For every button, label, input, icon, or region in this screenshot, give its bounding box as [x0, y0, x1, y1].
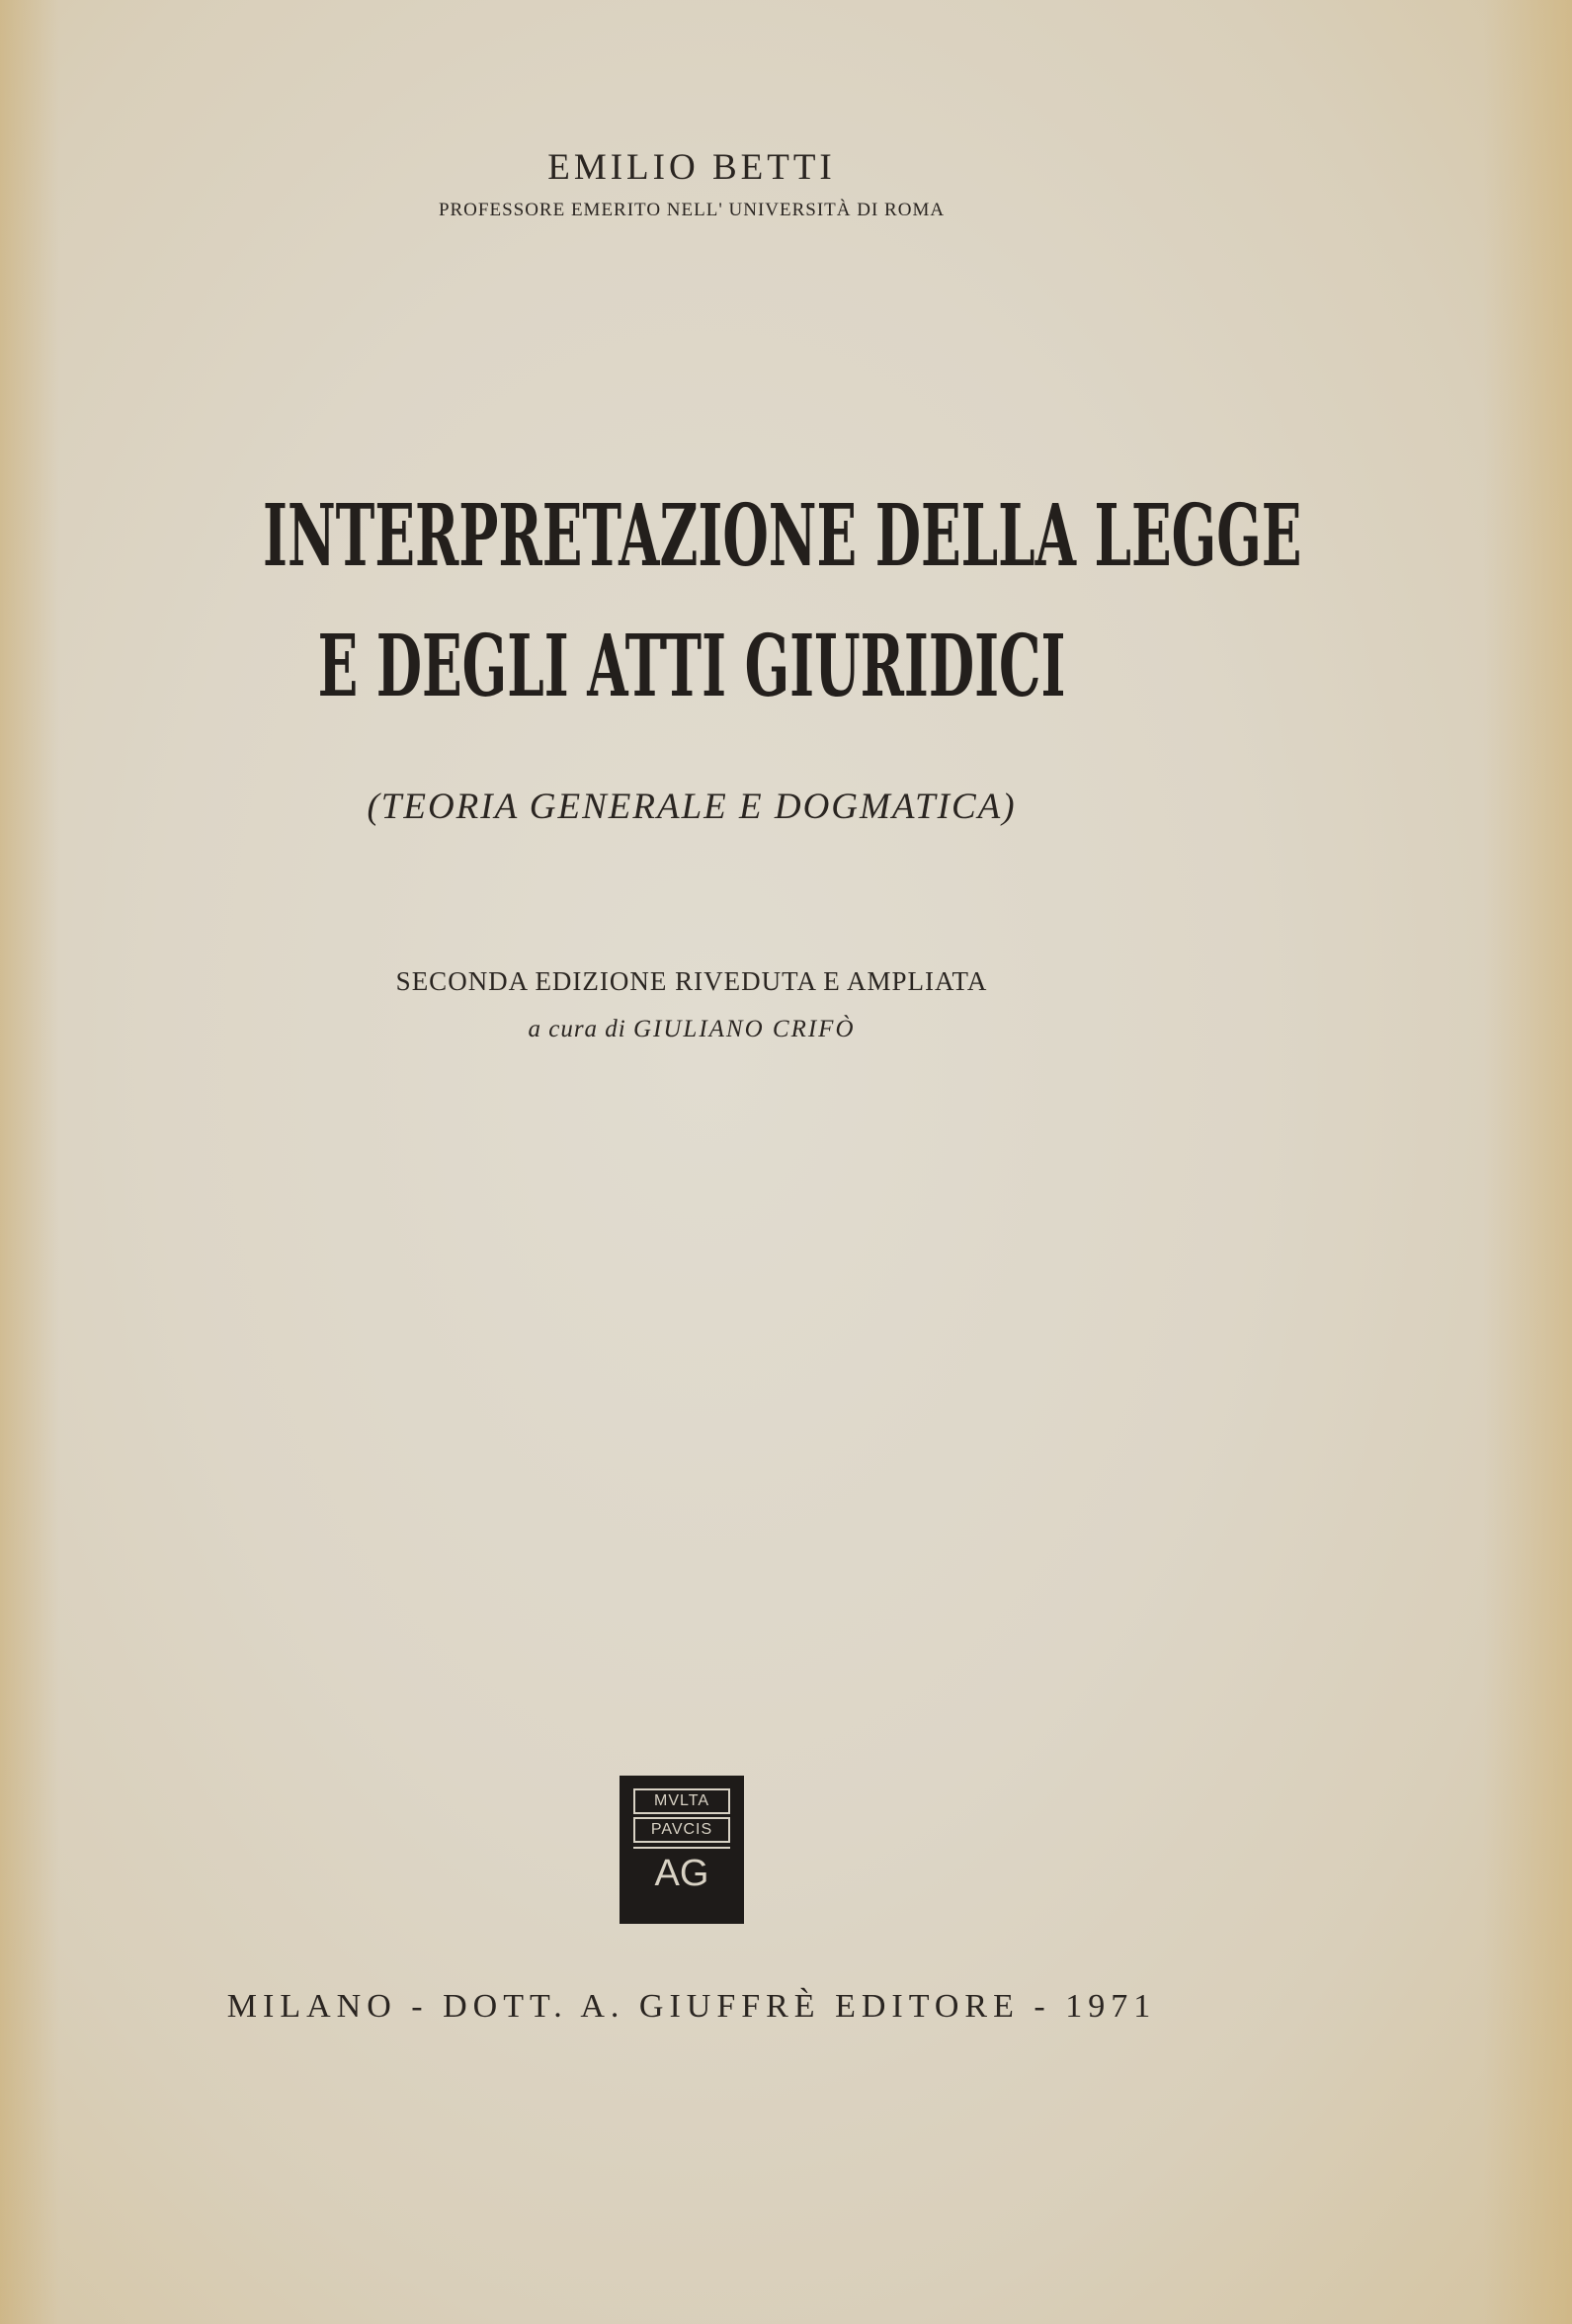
- publisher-logo: [620, 1776, 744, 1924]
- editor-statement: [0, 1016, 1383, 1043]
- logo-text-ag: AG: [633, 1847, 730, 1898]
- logo-text-paucis: PAVCIS: [633, 1817, 730, 1843]
- publisher-imprint: MILANO - DOTT. A. GIUFFRÈ EDITORE - 1971: [226, 1988, 1157, 2025]
- author-affiliation: PROFESSORE EMERITO NELL' UNIVERSITÀ DI ROMA: [438, 200, 946, 220]
- editor-name: GIULIANO CRIFÒ: [633, 1016, 856, 1042]
- publisher-logo-inner: [633, 1788, 730, 1911]
- edition-statement: SECONDA EDIZIONE RIVEDUTA E AMPLIATA: [395, 966, 988, 996]
- book-title-line-2: E DEGLI ATTI GIURIDICI: [317, 617, 1066, 716]
- book-title-line-1: INTERPRETAZIONE DELLA LEGGE: [263, 486, 1302, 586]
- book-subtitle: (TEORIA GENERALE E DOGMATICA): [367, 787, 1017, 827]
- author-name: EMILIO BETTI: [547, 147, 836, 188]
- logo-text-multa: MVLTA: [633, 1788, 730, 1814]
- editor-prefix: a cura di: [528, 1016, 626, 1042]
